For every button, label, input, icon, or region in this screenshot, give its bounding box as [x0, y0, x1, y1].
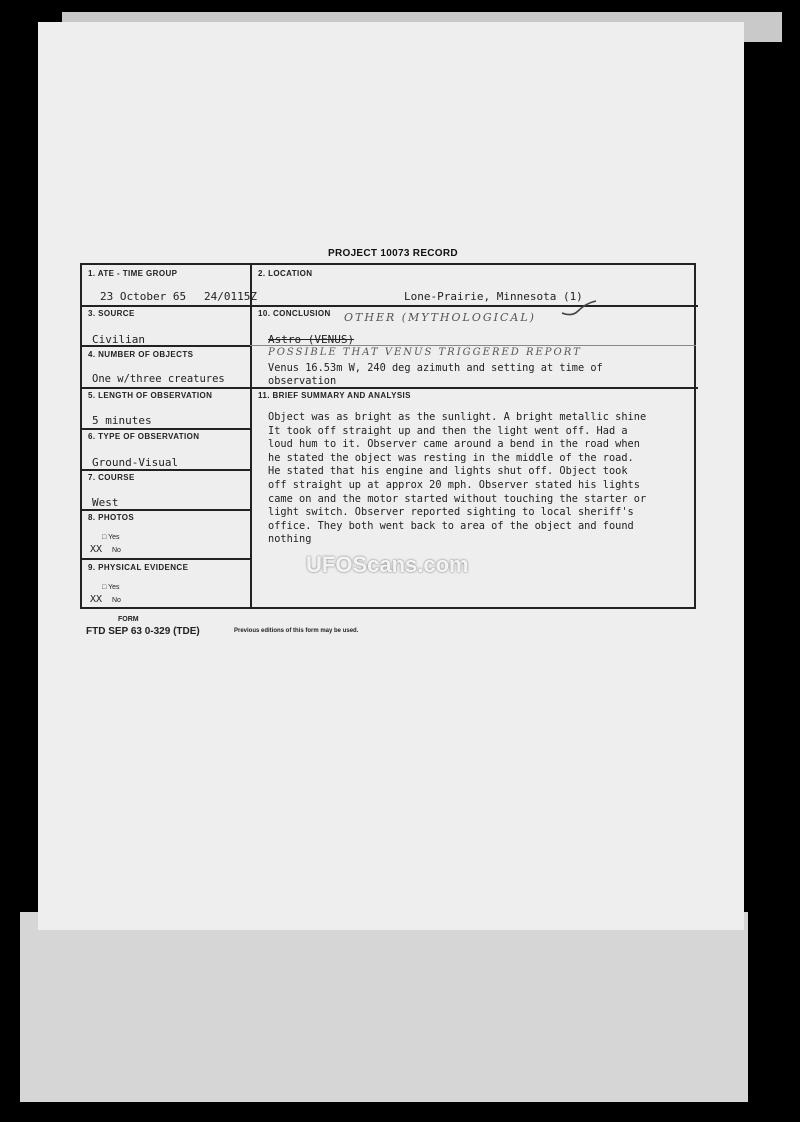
photos-yes-option	[102, 534, 119, 541]
evidence-yes-option	[102, 584, 119, 591]
location-value: Lone-Prairie, Minnesota (1)	[404, 290, 583, 303]
date-time-label: 1. ATE - TIME GROUP	[88, 269, 178, 278]
conclusion-line-2: observation	[268, 375, 337, 387]
photos-label: 8. PHOTOS	[88, 513, 135, 522]
objects-label: 4. NUMBER OF OBJECTS	[88, 350, 194, 359]
length-value: 5 minutes	[92, 414, 152, 427]
summary-line: nothing	[268, 533, 312, 546]
source-value: Civilian	[92, 333, 145, 346]
watermark: UFOScans.com	[306, 552, 469, 577]
record-title: PROJECT 10073 RECORD	[328, 248, 458, 259]
date-value: 23 October 65	[100, 290, 187, 303]
summary-line: light switch. Observer reported sighting to local sheriff's	[268, 506, 634, 519]
summary-line: office. They both went back to area of the object and found	[268, 519, 634, 532]
evidence-no-label: No	[112, 597, 121, 604]
footer-form-word: FORM	[118, 616, 139, 623]
summary-line: came on and the motor started without touching the starter or	[268, 492, 647, 505]
footer-note: Previous editions of this form may be used.	[234, 628, 359, 634]
evidence-yes-label: Yes	[108, 584, 120, 591]
column-divider	[250, 265, 252, 609]
checkbox-icon: □	[102, 534, 107, 541]
checkmark-icon	[560, 299, 600, 321]
summary-line: He stated that his engine and lights shut off. Object took	[268, 465, 628, 478]
objects-value: One w/three creatures	[92, 373, 225, 385]
summary-line: Object was as bright as the sunlight. A bright metallic shine	[268, 411, 647, 423]
summary-line: off straight up at approx 20 mph. Observer stated his lights	[268, 478, 640, 491]
conclusion-handwritten-other: OTHER (MYTHOLOGICAL)	[344, 311, 536, 324]
summary-line: It took off straight up and then the light went off. Had a	[268, 424, 628, 437]
evidence-label: 9. PHYSICAL EVIDENCE	[88, 563, 189, 572]
row-divider	[82, 509, 250, 511]
type-label: 6. TYPE OF OBSERVATION	[88, 432, 200, 441]
row-divider	[82, 558, 250, 560]
summary-line: he stated the object was resting in the middle of the road.	[268, 451, 634, 464]
photos-yes-label: Yes	[108, 534, 120, 541]
photos-no-mark: XX	[90, 544, 103, 555]
summary-label: 11. BRIEF SUMMARY AND ANALYSIS	[258, 391, 411, 400]
summary-text	[268, 411, 696, 547]
length-label: 5. LENGTH OF OBSERVATION	[88, 391, 213, 400]
conclusion-struck: Astro (VENUS)	[268, 333, 355, 346]
course-value: West	[92, 496, 119, 509]
conclusion-label: 10. CONCLUSION	[258, 309, 331, 318]
row-divider	[82, 387, 698, 389]
photos-no-label: No	[112, 547, 121, 554]
row-divider	[82, 305, 698, 307]
evidence-no-mark: XX	[90, 594, 103, 605]
course-label: 7. COURSE	[88, 473, 135, 482]
footer-form-id: FTD SEP 63 0-329 (TDE)	[86, 626, 200, 637]
checkbox-icon: □	[102, 584, 107, 591]
underlying-sheet	[20, 912, 748, 1102]
summary-line: loud hum to it. Observer came around a bend in the road when	[268, 438, 640, 451]
conclusion-line-1: Venus 16.53m W, 240 deg azimuth and setting at time of	[268, 362, 603, 374]
source-label: 3. SOURCE	[88, 309, 135, 318]
time-value: 24/0115Z	[204, 290, 257, 303]
location-label: 2. LOCATION	[258, 269, 313, 278]
row-divider	[82, 469, 250, 471]
row-divider	[82, 428, 250, 430]
type-value: Ground-Visual	[92, 456, 179, 469]
conclusion-handwritten-note: POSSIBLE THAT VENUS TRIGGERED REPORT	[268, 347, 582, 358]
